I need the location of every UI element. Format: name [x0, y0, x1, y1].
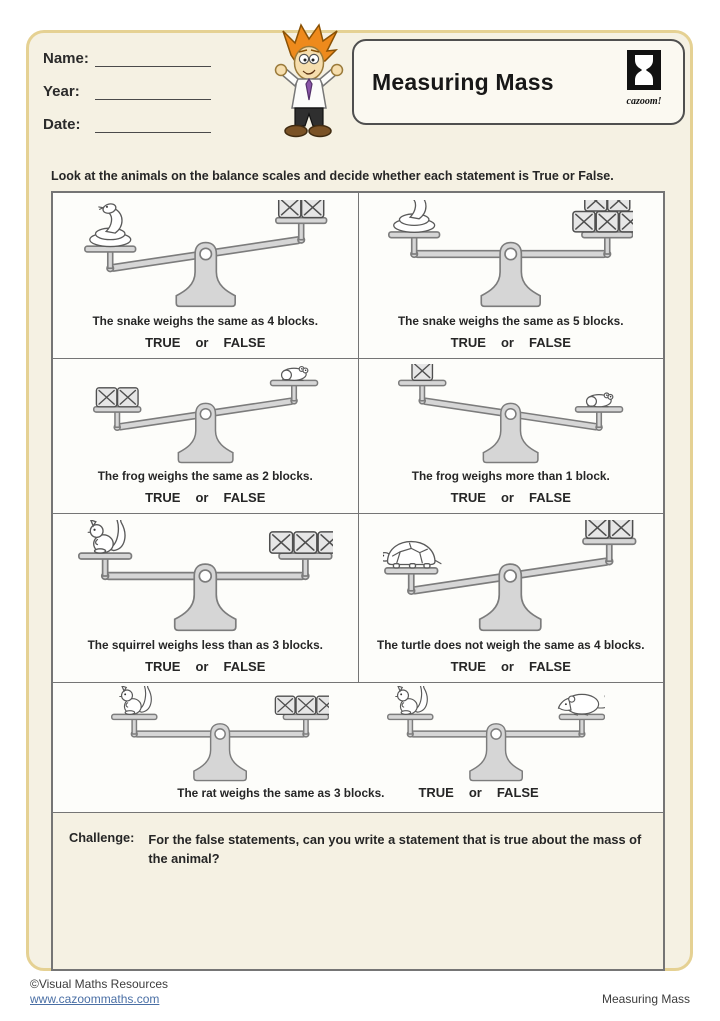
block-icon — [317, 696, 329, 714]
balance-scale-illustration — [53, 359, 358, 469]
scale-pivot — [215, 729, 225, 739]
true-false-choice — [418, 785, 538, 800]
true-false-choice — [451, 490, 571, 505]
true-false-choice — [451, 659, 571, 674]
block-icon — [608, 200, 630, 211]
true-option[interactable]: TRUE — [145, 490, 181, 505]
or-label: or — [500, 490, 514, 505]
field-label: Year: — [43, 83, 80, 100]
block-icon — [96, 388, 116, 407]
scale-pivot — [505, 570, 517, 582]
statement-line — [53, 785, 663, 804]
scale-pivot — [491, 729, 501, 739]
false-option[interactable]: FALSE — [223, 490, 266, 505]
scale-pivot — [505, 248, 516, 259]
website-link[interactable]: www.cazoommaths.com — [30, 992, 160, 1007]
false-option[interactable]: FALSE — [528, 335, 571, 350]
statement-text: The squirrel weighs less than as 3 blocks. — [87, 638, 323, 652]
block-icon — [573, 211, 595, 231]
block-icon — [412, 364, 432, 380]
block-icon — [318, 532, 332, 553]
block-icon — [301, 200, 323, 218]
true-option[interactable]: TRUE — [450, 659, 486, 674]
cazoom-logo-icon — [627, 50, 661, 90]
statement-row — [53, 193, 663, 359]
or-label: or — [195, 659, 209, 674]
balance-scale — [111, 686, 329, 782]
balance-scale — [387, 686, 605, 782]
statement-text: The snake weighs the same as 4 blocks. — [92, 314, 319, 328]
squirrel-illustration — [120, 686, 153, 714]
cazoom-logo-text: cazoom! — [626, 96, 662, 107]
turtle-illustration — [383, 542, 441, 568]
balance-scale-illustration — [359, 359, 664, 469]
statement-text: The snake weighs the same as 5 blocks. — [397, 314, 624, 328]
or-label: or — [468, 785, 482, 800]
false-option[interactable]: FALSE — [223, 335, 266, 350]
balance-scale-illustration — [359, 514, 664, 638]
block-icon — [596, 211, 618, 231]
or-label: or — [500, 659, 514, 674]
or-label: or — [500, 335, 514, 350]
footer-worksheet-title: Measuring Mass — [601, 992, 690, 1007]
field-label: Date: — [43, 116, 81, 133]
frog-illustration — [587, 393, 613, 407]
scale-pivot — [505, 409, 516, 420]
statements-grid — [51, 191, 665, 971]
statement-row — [53, 514, 663, 683]
balance-scale-illustration — [359, 193, 664, 314]
cazoom-logo — [614, 50, 674, 107]
challenge-text: For the false statements, can you write a statement that is true about the mass of the animal? — [148, 832, 642, 867]
true-option[interactable]: TRUE — [450, 490, 486, 505]
field-write-line[interactable] — [95, 116, 211, 133]
statement-panel — [358, 193, 664, 358]
block-icon — [278, 200, 300, 218]
balance-scale-illustration — [53, 193, 358, 314]
scale-pivot — [200, 409, 211, 420]
rat-illustration — [558, 694, 605, 715]
block-icon — [294, 532, 317, 553]
block-icon — [620, 211, 634, 231]
block-icon — [117, 388, 137, 407]
mascot-character — [265, 21, 353, 141]
true-false-choice — [145, 659, 265, 674]
balance-scale — [388, 200, 633, 308]
block-icon — [610, 520, 633, 538]
statement-text: The rat weighs the same as 3 blocks. — [177, 786, 385, 800]
true-false-choice — [145, 335, 265, 350]
field-write-line[interactable] — [95, 83, 211, 100]
worksheet-sheet — [26, 30, 693, 971]
page-footer — [30, 976, 690, 1006]
instruction-text: Look at the animals on the balance scales and decide whether each statement is True or False. — [51, 169, 614, 183]
statement-panel — [53, 683, 663, 812]
balance-scale-illustration — [53, 514, 358, 638]
challenge-label: Challenge: — [69, 830, 135, 845]
block-icon — [296, 696, 316, 714]
page-title: Measuring Mass — [372, 68, 554, 95]
true-false-choice — [451, 335, 571, 350]
or-label: or — [195, 335, 209, 350]
worksheet-header — [29, 33, 690, 157]
balance-scale — [92, 364, 319, 464]
challenge-row — [53, 813, 663, 969]
or-label: or — [195, 490, 209, 505]
false-option[interactable]: FALSE — [528, 490, 571, 505]
block-icon — [586, 520, 609, 538]
false-option[interactable]: FALSE — [528, 659, 571, 674]
statement-panel — [53, 193, 358, 358]
balance-scale — [83, 200, 328, 308]
field-label: Name: — [43, 50, 89, 67]
block-icon — [275, 696, 295, 714]
true-false-choice — [145, 490, 265, 505]
scale-pivot — [200, 248, 211, 259]
statement-panel — [53, 514, 358, 682]
scale-pivot — [199, 570, 211, 582]
true-option[interactable]: TRUE — [145, 659, 181, 674]
statement-text: The frog weighs more than 1 block. — [411, 469, 610, 483]
statement-panel — [53, 359, 358, 513]
frog-illustration — [281, 367, 307, 381]
statement-text: The frog weighs the same as 2 blocks. — [97, 469, 313, 483]
challenge-section — [53, 813, 663, 969]
statement-row — [53, 683, 663, 813]
false-option[interactable]: FALSE — [223, 659, 266, 674]
statement-text: The turtle does not weigh the same as 4 blocks. — [377, 638, 645, 652]
true-option[interactable]: TRUE — [145, 335, 181, 350]
balance-scale — [78, 520, 333, 632]
true-option[interactable]: TRUE — [418, 785, 454, 800]
title-box — [352, 39, 685, 125]
statement-panel — [358, 514, 664, 682]
squirrel-illustration — [88, 520, 127, 553]
statement-panel — [358, 359, 664, 513]
balance-scale — [397, 364, 624, 464]
block-icon — [585, 200, 607, 211]
balance-scale — [383, 520, 638, 632]
snake-illustration — [394, 200, 435, 232]
copyright-text: ©Visual Maths Resources — [30, 977, 169, 991]
field-write-line[interactable] — [95, 50, 211, 67]
statement-row — [53, 359, 663, 514]
balance-scale-pair — [53, 683, 663, 785]
true-option[interactable]: TRUE — [450, 335, 486, 350]
false-option[interactable]: FALSE — [496, 785, 539, 800]
squirrel-illustration — [396, 686, 429, 714]
block-icon — [270, 532, 293, 553]
snake-illustration — [89, 202, 130, 246]
